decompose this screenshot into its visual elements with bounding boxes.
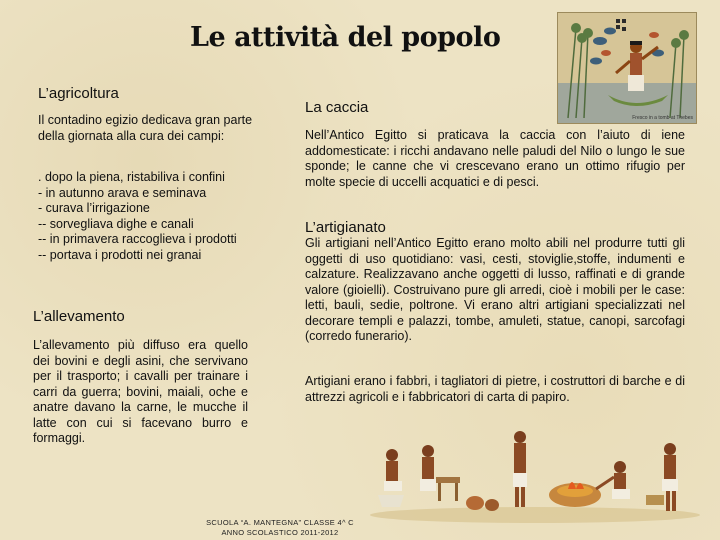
allevamento-heading: L’allevamento [33, 308, 125, 325]
footer [200, 518, 360, 538]
agricoltura-intro: Il contadino egizio dedicava gran parte della giornata alla cura dei campi: [38, 113, 253, 143]
page-title: Le attività del popolo [190, 22, 501, 53]
allevamento-text: L’allevamento più diffuso era quello dei bovini e degli asini, che servivano per il trasporto; i cavalli per trainare i carri da guerra; bovini, maiali, oche e anatre davano la carne, le mucche il latte con cui si facevano burro e formaggi. [33, 338, 248, 445]
list-item: . dopo la piena, ristabiliva i confini [38, 170, 225, 184]
list-item: -- in primavera raccoglieva i prodotti [38, 232, 237, 246]
artigianato-text-2: Artigiani erano i fabbri, i tagliatori di pietre, i costruttori di barche e di attrezzi agricoli e i fabbricatori di carta di papiro. [305, 374, 685, 404]
agricoltura-heading: L’agricoltura [38, 85, 119, 102]
artigianato-text-1: Gli artigiani nell’Antico Egitto erano molto abili nel produrre tutti gli oggetti di uso quotidiano: vasi, cesti, stoviglie,stoffe, indumenti e calzature. Realizzavano anche oggetti di lusso, raffinati e di grande valore (gioielli). Costruivano pure gli arredi, cioè i mobili per le case: letti, bauli, sedie, poltrone. Vi erano altri artigiani specializzati nel decorare templi e palazzi, tombe, amuleti, statue, canopi, sarcofagi (corredo funerario). [305, 236, 685, 343]
list-item: - in autunno arava e seminava [38, 185, 207, 200]
list-item: -- sorvegliava dighe e canali [38, 216, 194, 231]
list-item: -- portava i prodotti nei granai [38, 247, 202, 262]
fresco-credit: Fresco in a tomb at Thebes [632, 115, 693, 121]
artigianato-heading: L’artigianato [305, 219, 386, 236]
caccia-text: Nell’Antico Egitto si praticava la caccia con l’aiuto di iene addomesticate: i ricchi andavano nelle paludi del Nilo o lungo le sue sponde; le canne che vi crescevano erano un ottimo rifugio per molte specie di uccelli acquatici e di pesci. [305, 128, 685, 189]
footer-year: ANNO SCOLASTICO 2011-2012 [221, 528, 339, 537]
egyptian-craftsmen-scene-icon [370, 415, 700, 523]
footer-school: SCUOLA “A. MANTEGNA” CLASSE 4^ C [206, 518, 354, 527]
egyptian-hunting-fresco-icon [557, 12, 697, 124]
list-item: - curava l’irrigazione [38, 201, 150, 215]
caccia-heading: La caccia [305, 99, 369, 116]
agricoltura-list [38, 170, 278, 263]
